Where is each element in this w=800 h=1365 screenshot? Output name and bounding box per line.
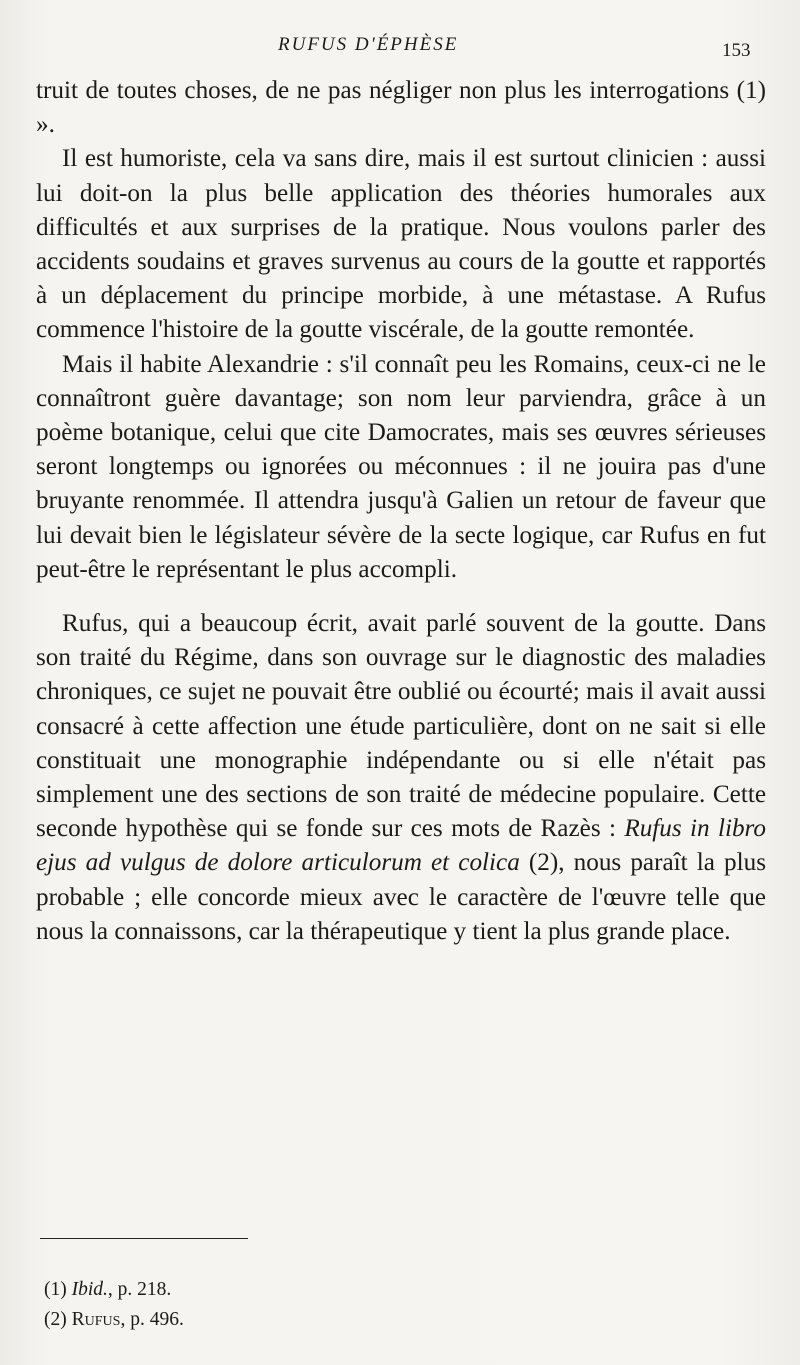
footnote-2-marker: (2)	[44, 1309, 67, 1330]
footnote-2-page: , p. 496.	[120, 1309, 184, 1330]
footnote-1	[44, 1275, 544, 1305]
footnote-2	[44, 1305, 544, 1335]
footnotes	[44, 1275, 544, 1335]
paragraph-2: Il est humoriste, cela va sans dire, mais il est surtout clinicien : aussi lui doit-on la plus belle application des théories humorales aux difficultés et aux surprises de la pratique. Nous voulons parler des accidents soudains et graves survenus au cours de la goutte et rapportés à un déplacement du principe morbide, à une métastase. A Rufus commence l'histoire de la goutte viscérale, de la goutte remontée.	[36, 145, 766, 344]
footnote-1-ibid: Ibid.	[71, 1279, 108, 1300]
footnote-1-marker: (1)	[44, 1279, 67, 1300]
razes-quotation: Rufus in libro ejus ad vulgus de dolore articulorum et colica	[36, 815, 767, 877]
footnote-2-author: Rufus	[71, 1309, 121, 1330]
footnote-rule	[40, 1238, 248, 1239]
running-title: RUFUS D'ÉPHÈSE	[278, 34, 459, 55]
paragraph-4-text-b: (2), nous paraît la plus probable ; elle concorde mieux avec le caractère de l'œuvre telle que nous la connaissons, car la thérapeutique y tient la plus grande place.	[36, 849, 767, 945]
paragraph-1: truit de toutes choses, de ne pas négliger non plus les interrogations (1) ».	[36, 77, 766, 139]
running-head	[0, 34, 800, 64]
paragraph-4-text-a: Rufus, qui a beaucoup écrit, avait parlé souvent de la goutte. Dans son traité du Régime, dans son ouvrage sur le diagnostic des maladies chroniques, ce sujet ne pouvait être oublié ou écourté; mais il avait aussi consacré à cette affection une étude particulière, dont on ne sait si elle constituait une monographie indépendante ou si elle n'était pas simplement une des sections de son traité de médecine populaire. Cette seconde hypothèse qui se fonde sur ces mots de Razès :	[36, 610, 766, 843]
page-number: 153	[722, 40, 751, 61]
paragraph-3: Mais il habite Alexandrie : s'il connaît peu les Romains, ceux-ci ne le connaîtront guère davantage; son nom leur parviendra, grâce à un poème botanique, celui que cite Damocrates, mais ses œuvres sérieuses seront longtemps ou ignorées ou méconnues : il ne jouira pas d'une bruyante renommée. Il attendra jusqu'à Galien un retour de faveur que lui devait bien le législateur sévère de la secte logique, car Rufus en fut peut-être le représentant le plus accompli.	[36, 350, 766, 583]
paragraph-4	[36, 607, 766, 949]
body-text	[36, 74, 766, 949]
footnote-1-page: , p. 218.	[107, 1279, 172, 1300]
